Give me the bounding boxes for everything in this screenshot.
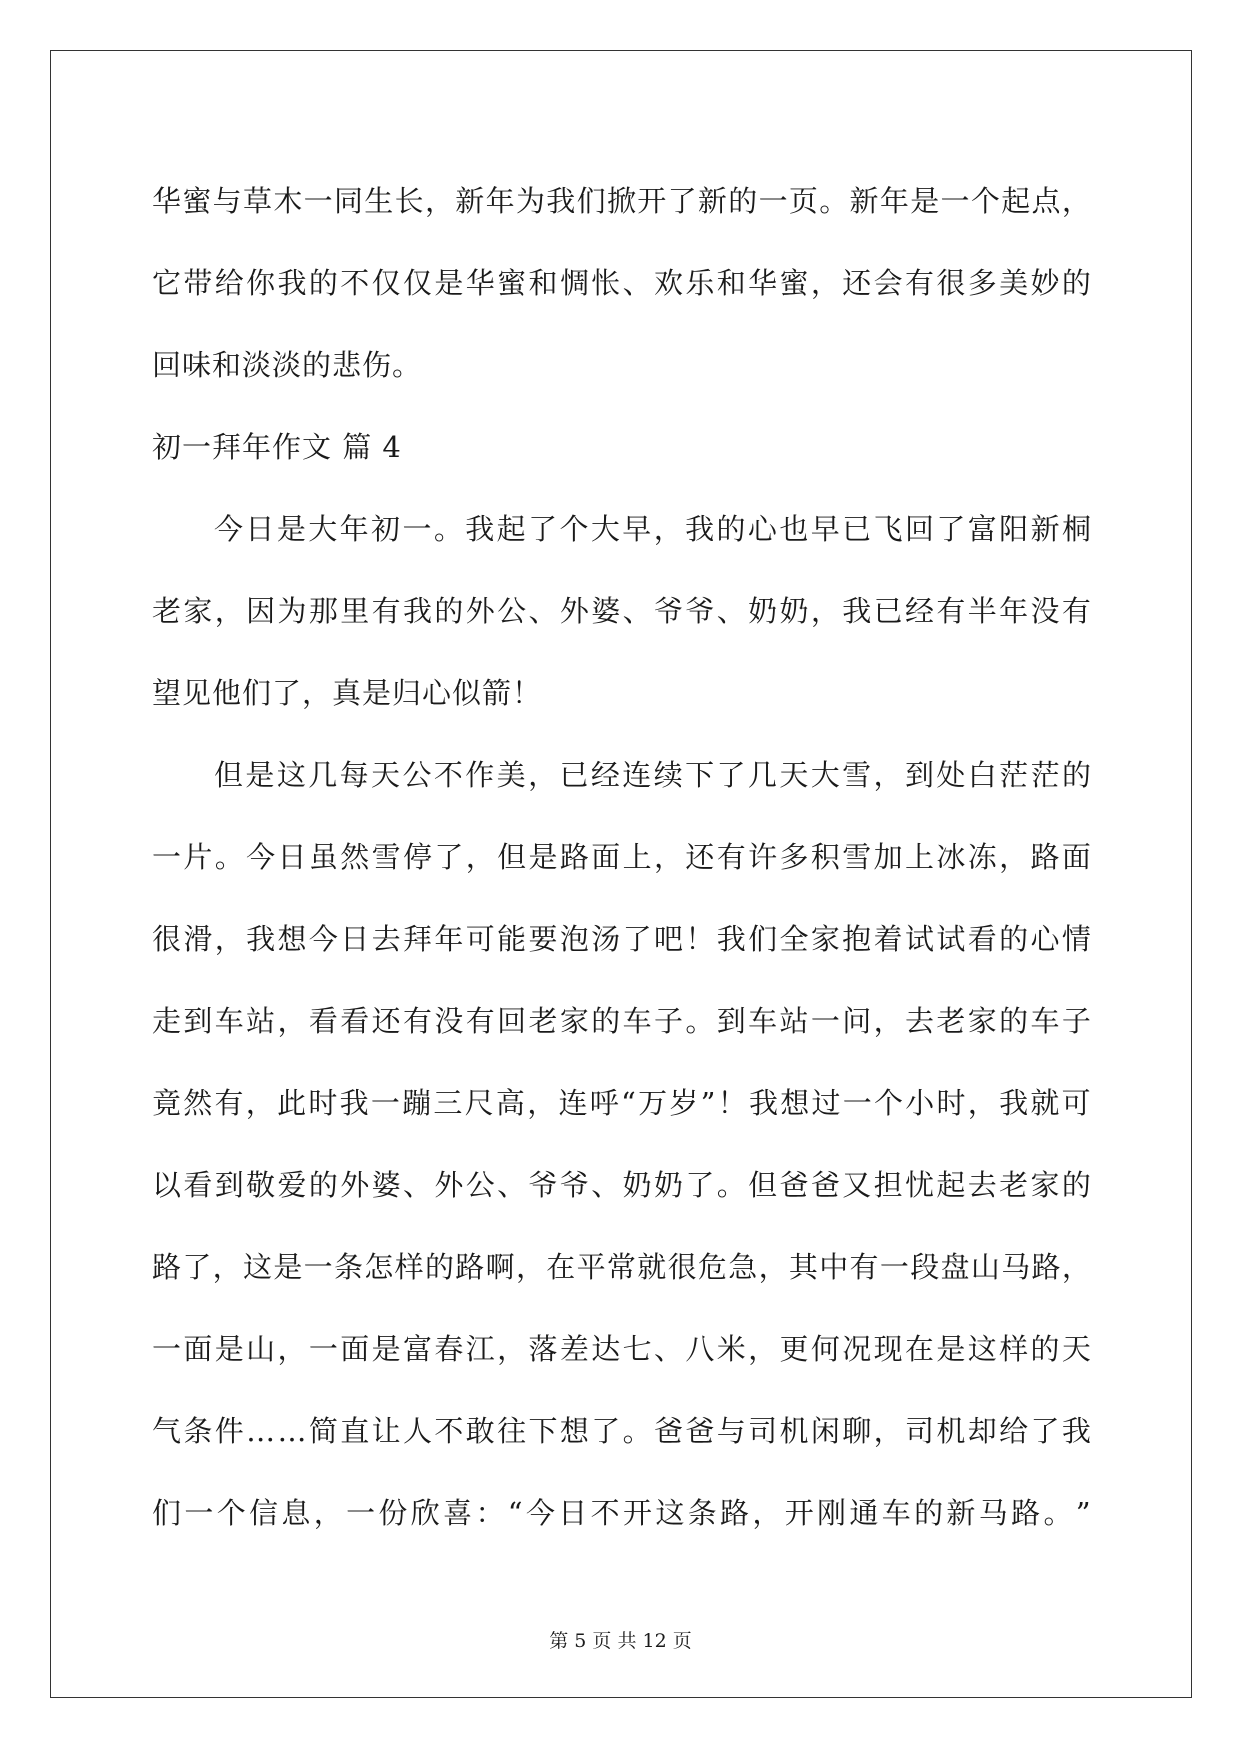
text-line: 它 带 给 你 我 的 不 仅 仅 是 华 蜜 和 惆 怅 、 欢 乐 和 华 蜜 ， 还 会 有 很 多 美 妙 的	[152, 266, 1092, 300]
text-line: 很 滑 ， 我 想 今 日 去 拜 年 可 能 要 泡 汤 了 吧 ！ 我 们 全 家 抱 着 试 试 看 的 心 情	[152, 922, 1092, 956]
document-body	[152, 160, 1092, 1554]
text-line: 以 看 到 敬 爱 的 外 婆 、 外 公 、 爷 爷 、 奶 奶 了 。 但 爸 爸 又 担 忧 起 去 老 家 的	[152, 1168, 1092, 1202]
text-line: 老 家 ， 因 为 那 里 有 我 的 外 公 、 外 婆 、 爷 爷 、 奶 奶 ， 我 已 经 有 半 年 没 有	[152, 594, 1092, 628]
text-line: 路 了 ， 这 是 一 条 怎 样 的 路 啊 ， 在 平 常 就 很 危 急 ， 其 中 有 一 段 盘 山 马 路 ，	[152, 1250, 1092, 1284]
text-line: 们 一 个 信 息 ， 一 份 欣 喜 ： “ 今 日 不 开 这 条 路 ， 开 刚 通 车 的 新 马 路 。 ”	[152, 1496, 1092, 1530]
text-line: 竟 然 有 ， 此 时 我 一 蹦 三 尺 高 ， 连 呼 “ 万 岁 ” ！ 我 想 过 一 个 小 时 ， 我 就 可	[152, 1086, 1092, 1120]
text-line: 但 是 这 几 每 天 公 不 作 美 ， 已 经 连 续 下 了 几 天 大 雪 ， 到 处 白 茫 茫 的	[214, 758, 1092, 792]
text-line: 走 到 车 站 ， 看 看 还 有 没 有 回 老 家 的 车 子 。 到 车 站 一 问 ， 去 老 家 的 车 子	[152, 1004, 1092, 1038]
text-line: 望见他们了，真是归心似箭！	[152, 676, 543, 710]
section-heading: 初一拜年作文 篇 4	[152, 430, 402, 464]
page-number: 第 5 页 共 12 页	[549, 1630, 692, 1652]
text-line: 一 面 是 山 ， 一 面 是 富 春 江 ， 落 差 达 七 、 八 米 ， 更 何 况 现 在 是 这 样 的 天	[152, 1332, 1092, 1366]
text-line: 一 片 。 今 日 虽 然 雪 停 了 ， 但 是 路 面 上 ， 还 有 许 多 积 雪 加 上 冰 冻 ， 路 面	[152, 840, 1092, 874]
text-line: 今 日 是 大 年 初 一 。 我 起 了 个 大 早 ， 我 的 心 也 早 已 飞 回 了 富 阳 新 桐	[214, 512, 1092, 546]
text-line: 华 蜜 与 草 木 一 同 生 长 ， 新 年 为 我 们 掀 开 了 新 的 一 页 。 新 年 是 一 个 起 点 ，	[152, 184, 1092, 218]
text-line: 气 条 件 … … 简 直 让 人 不 敢 往 下 想 了 。 爸 爸 与 司 机 闲 聊 ， 司 机 却 给 了 我	[152, 1414, 1092, 1448]
text-line: 回味和淡淡的悲伤。	[152, 348, 423, 382]
